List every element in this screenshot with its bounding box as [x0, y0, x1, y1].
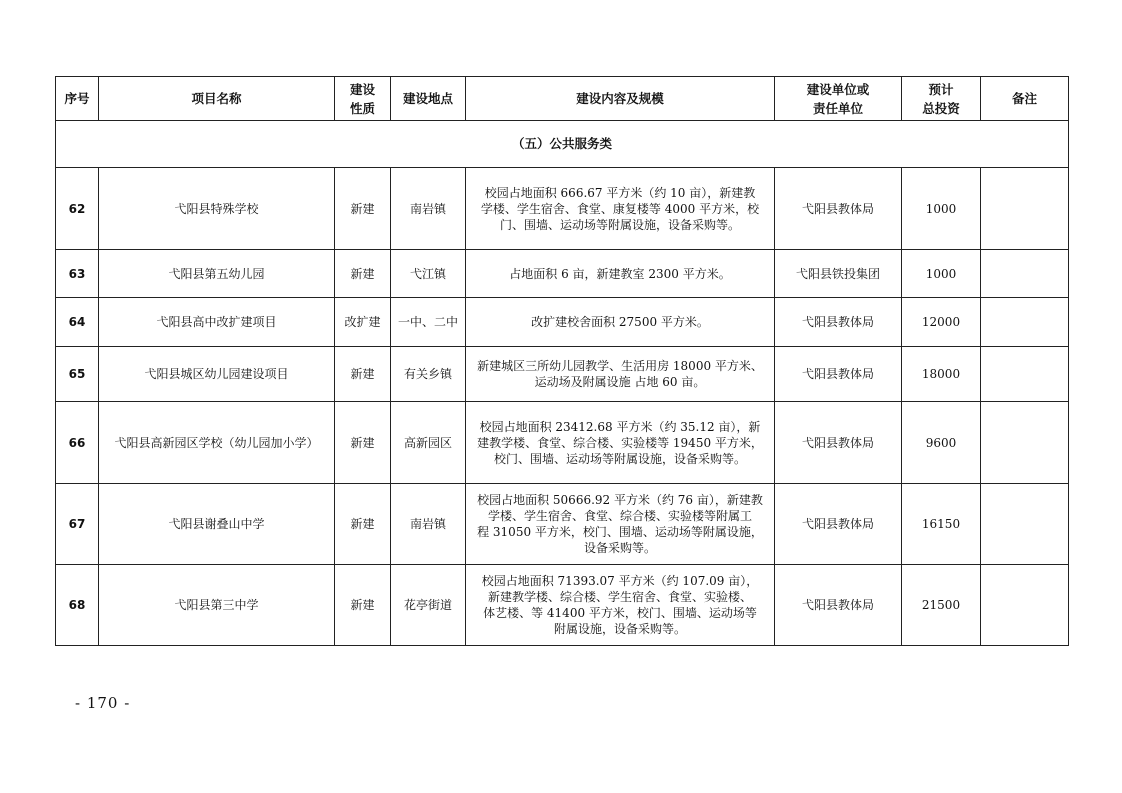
cell-name: 弋阳县特殊学校	[99, 168, 335, 250]
cell-nature: 新建	[335, 484, 391, 565]
header-unit	[775, 77, 902, 121]
cell-unit: 弋阳县教体局	[775, 168, 902, 250]
cell-nature: 新建	[335, 347, 391, 402]
content-line: 占地面积 6 亩，新建教室 2300 平方米。	[509, 266, 731, 281]
table-row	[56, 298, 1069, 347]
cell-content	[466, 250, 775, 298]
cell-remark	[981, 347, 1069, 402]
table-row	[56, 168, 1069, 250]
section-title: （五）公共服务类	[56, 121, 1069, 168]
cell-investment: 16150	[902, 484, 981, 565]
content-line: 体艺楼、等 41400 平方米，校门、围墙、运动场等	[483, 606, 757, 620]
header-location: 建设地点	[391, 77, 466, 121]
cell-seq: 64	[56, 298, 99, 347]
table-row	[56, 565, 1069, 646]
cell-remark	[981, 484, 1069, 565]
content-line: 校园占地面积 23412.68 平方米（约 35.12 亩），新	[479, 419, 761, 434]
cell-name: 弋阳县城区幼儿园建设项目	[99, 347, 335, 402]
cell-name: 弋阳县高新园区学校（幼儿园加小学）	[99, 402, 335, 484]
cell-content	[466, 347, 775, 402]
cell-location: 高新园区	[391, 402, 466, 484]
content-line: 门、围墙、运动场等附属设施，设备采购等。	[499, 217, 740, 232]
cell-investment: 1000	[902, 168, 981, 250]
content-line: 附属设施，设备采购等。	[553, 622, 686, 636]
content-line: 运动场及附属设施 占地 60 亩。	[534, 375, 706, 389]
cell-unit: 弋阳县教体局	[775, 565, 902, 646]
cell-content	[466, 402, 775, 484]
cell-remark	[981, 250, 1069, 298]
table-row	[56, 250, 1069, 298]
cell-investment: 21500	[902, 565, 981, 646]
cell-seq: 68	[56, 565, 99, 646]
cell-unit: 弋阳县教体局	[775, 347, 902, 402]
cell-unit: 弋阳县教体局	[775, 484, 902, 565]
cell-remark	[981, 402, 1069, 484]
cell-nature: 新建	[335, 168, 391, 250]
cell-investment: 12000	[902, 298, 981, 347]
cell-location: 一中、二中	[391, 298, 466, 347]
header-investment	[902, 77, 981, 121]
cell-unit: 弋阳县教体局	[775, 402, 902, 484]
cell-location: 有关乡镇	[391, 347, 466, 402]
header-unit-line: 建设单位或	[806, 81, 870, 97]
header-seq: 序号	[56, 77, 99, 121]
cell-seq: 65	[56, 347, 99, 402]
section-row	[56, 121, 1069, 168]
content-line: 新建城区三所幼儿园教学、生活用房 18000 平方米、	[477, 359, 763, 373]
header-content: 建设内容及规模	[466, 77, 775, 121]
table-row	[56, 484, 1069, 565]
content-line: 设备采购等。	[583, 541, 656, 555]
page-number: - 170 -	[75, 694, 131, 712]
cell-location: 南岩镇	[391, 168, 466, 250]
cell-content	[466, 298, 775, 347]
project-table	[55, 76, 1069, 646]
header-nature	[335, 77, 391, 121]
cell-investment: 18000	[902, 347, 981, 402]
cell-location: 弋江镇	[391, 250, 466, 298]
cell-name: 弋阳县第五幼儿园	[99, 250, 335, 298]
cell-remark	[981, 298, 1069, 347]
cell-name: 弋阳县高中改扩建项目	[99, 298, 335, 347]
cell-location: 南岩镇	[391, 484, 466, 565]
content-line: 校门、围墙、运动场等附属设施，设备采购等。	[493, 451, 746, 466]
cell-nature: 新建	[335, 565, 391, 646]
content-line: 学楼、学生宿舍、食堂、综合楼、实验楼等附属工	[487, 509, 752, 523]
content-line: 改扩建校舍面积 27500 平方米。	[531, 315, 709, 329]
header-unit-line: 责任单位	[812, 100, 863, 116]
header-name: 项目名称	[99, 77, 335, 121]
cell-remark	[981, 565, 1069, 646]
header-nature-line: 建设	[349, 81, 375, 97]
cell-location: 花亭街道	[391, 565, 466, 646]
cell-seq: 62	[56, 168, 99, 250]
cell-seq: 66	[56, 402, 99, 484]
cell-content	[466, 168, 775, 250]
cell-nature: 改扩建	[335, 298, 391, 347]
content-line: 校园占地面积 71393.07 平方米（约 107.09 亩），	[481, 574, 759, 588]
content-line: 学楼、学生宿舍、食堂、康复楼等 4000 平方米，校	[480, 201, 760, 216]
content-line: 校园占地面积 666.67 平方米（约 10 亩），新建教	[484, 185, 756, 200]
cell-unit: 弋阳县教体局	[775, 298, 902, 347]
cell-nature: 新建	[335, 250, 391, 298]
cell-seq: 67	[56, 484, 99, 565]
cell-investment: 1000	[902, 250, 981, 298]
header-row	[56, 77, 1069, 121]
cell-investment: 9600	[902, 402, 981, 484]
cell-remark	[981, 168, 1069, 250]
cell-name: 弋阳县谢叠山中学	[99, 484, 335, 565]
table-row	[56, 402, 1069, 484]
content-line: 校园占地面积 50666.92 平方米（约 76 亩），新建教	[477, 493, 763, 507]
cell-nature: 新建	[335, 402, 391, 484]
header-investment-line: 总投资	[922, 100, 960, 116]
cell-content	[466, 484, 775, 565]
cell-name: 弋阳县第三中学	[99, 565, 335, 646]
cell-seq: 63	[56, 250, 99, 298]
header-investment-line: 预计	[928, 81, 954, 97]
table-row	[56, 347, 1069, 402]
header-remark: 备注	[981, 77, 1069, 121]
cell-content	[466, 565, 775, 646]
content-line: 程 31050 平方米，校门、围墙、运动场等附属设施，	[477, 525, 763, 539]
header-nature-line: 性质	[349, 100, 375, 116]
cell-unit: 弋阳县铁投集团	[775, 250, 902, 298]
content-line: 新建教学楼、综合楼、学生宿舍、食堂、实验楼、	[487, 590, 752, 604]
content-line: 建教学楼、食堂、综合楼、实验楼等 19450 平方米，	[477, 435, 763, 450]
